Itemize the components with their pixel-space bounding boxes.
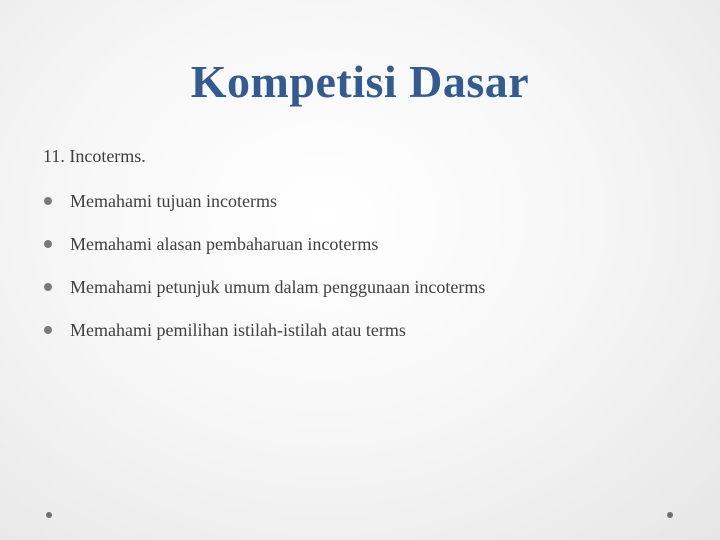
slide-subtitle: 11. Incoterms. <box>43 146 146 166</box>
bullet-item <box>44 187 485 215</box>
slide-title: Kompetisi Dasar <box>190 56 530 107</box>
bullet-list <box>44 187 485 359</box>
bullet-item <box>44 273 485 301</box>
bullet-text: Memahami alasan pembaharuan incoterms <box>70 233 379 254</box>
bullet-text: Memahami pemilihan istilah-istilah atau terms <box>70 319 406 340</box>
bullet-item <box>44 316 485 344</box>
bullet-item <box>44 230 485 258</box>
corner-dot-icon <box>667 512 673 518</box>
bullet-dot-icon <box>44 240 52 248</box>
bullet-dot-icon <box>44 283 52 291</box>
bullet-dot-icon <box>44 326 52 334</box>
bullet-dot-icon <box>44 197 52 205</box>
bullet-text: Memahami petunjuk umum dalam penggunaan incoterms <box>70 276 486 297</box>
corner-dot-icon <box>46 512 52 518</box>
bullet-text: Memahami tujuan incoterms <box>70 190 277 211</box>
